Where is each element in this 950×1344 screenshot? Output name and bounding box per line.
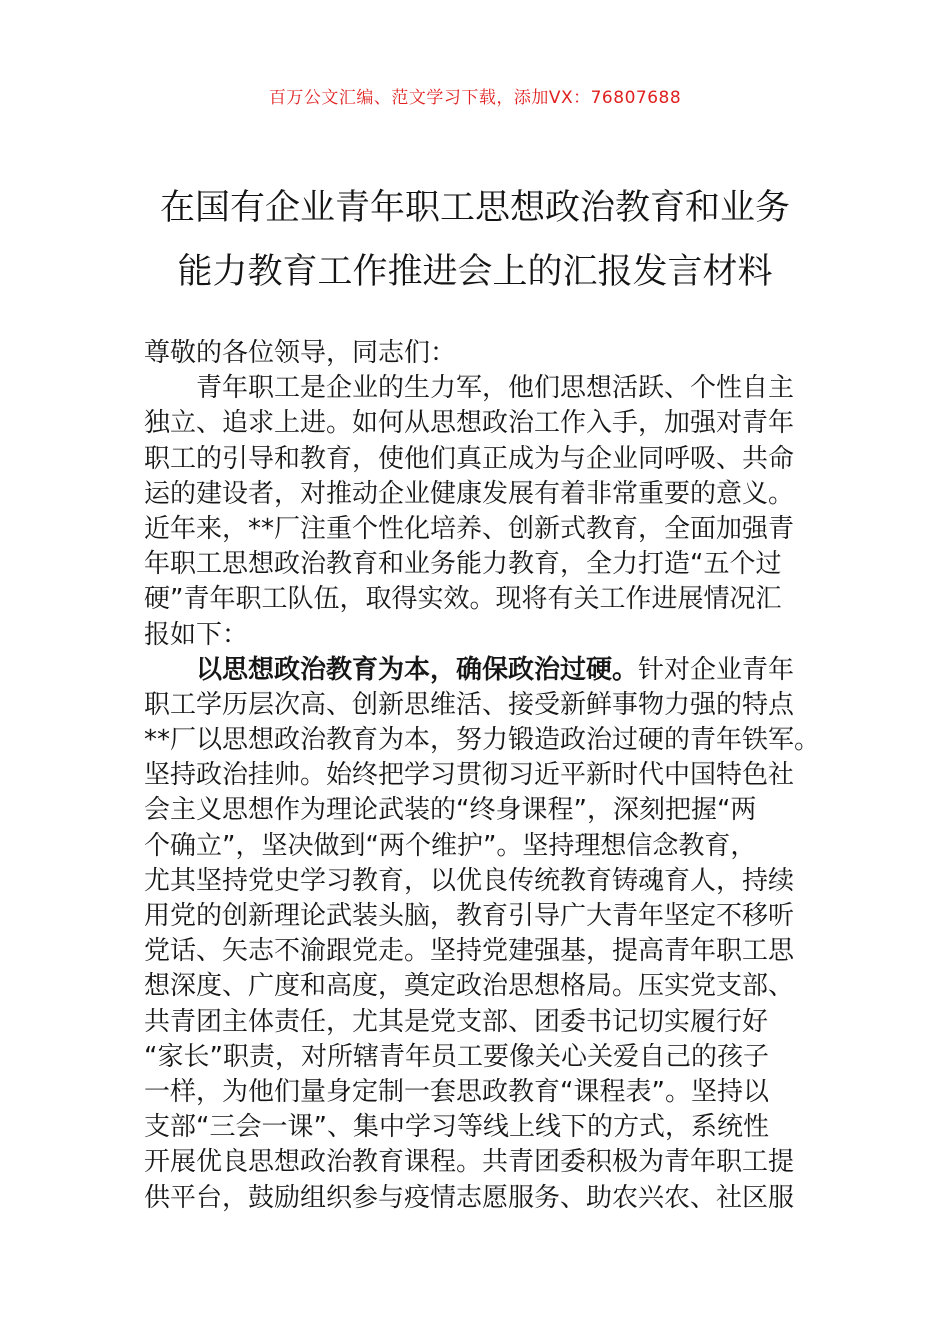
text-line: 独立、追求上进。如何从思想政治工作入手，加强对青年 — [144, 408, 795, 439]
text-line: 硬”青年职工队伍，取得实效。现将有关工作进展情况汇 — [144, 584, 782, 615]
paragraph-political-education — [144, 653, 821, 1216]
title-line-2: 能力教育工作推进会上的汇报发言材料 — [177, 252, 773, 292]
paragraph-intro — [144, 371, 812, 653]
text-line: 想深度、广度和高度，奠定政治思想格局。压实党支部、 — [144, 971, 795, 1002]
text-line: 尤其坚持党史学习教育，以优良传统教育铸魂育人，持续 — [144, 865, 795, 896]
text-line: 党话、矢志不渝跟党走。坚持党建强基，提高青年职工思 — [144, 936, 795, 967]
text-line: 年职工思想政治教育和业务能力教育，全力打造“五个过 — [144, 549, 782, 580]
text-line: 青年职工是企业的生力军，他们思想活跃、个性自主 — [196, 373, 795, 404]
text-line: 职工学历层次高、创新思维活、接受新鲜事物力强的特点 — [144, 689, 795, 720]
text-line: 报如下： — [144, 619, 249, 650]
heading-continuation: 针对企业青年 — [638, 654, 795, 685]
text-line — [144, 653, 812, 688]
text-line: 个确立”，坚决做到“两个维护”。坚持理想信念教育， — [144, 830, 757, 861]
text-line: **厂以思想政治教育为本，努力锻造政治过硬的青年铁军。 — [144, 725, 821, 756]
salutation: 尊敬的各位领导，同志们： — [144, 338, 457, 368]
text-line: 开展优良思想政治教育课程。共青团委积极为青年职工提 — [144, 1147, 795, 1178]
text-line: 供平台，鼓励组织参与疫情志愿服务、助农兴农、社区服 — [144, 1182, 795, 1213]
text-line: 运的建设者，对推动企业健康发展有着非常重要的意义。 — [144, 478, 795, 509]
section-heading: 以思想政治教育为本，确保政治过硬。 — [196, 654, 639, 685]
text-line: 一样，为他们量身定制一套思政教育“课程表”。坚持以 — [144, 1076, 769, 1107]
text-line: 职工的引导和教育，使他们真正成为与企业同呼吸、共命 — [144, 443, 795, 474]
watermark-banner: 百万公文汇编、范文学习下载，添加VX：76807688 — [268, 88, 682, 108]
document-title — [120, 176, 830, 304]
title-line-1: 在国有企业青年职工思想政治教育和业务 — [159, 188, 790, 228]
text-line: 支部“三会一课”、集中学习等线上线下的方式，系统性 — [144, 1112, 769, 1143]
text-line: 用党的创新理论武装头脑，教育引导广大青年坚定不移听 — [144, 901, 795, 931]
document-body — [144, 336, 821, 1216]
text-line: “家长”职责，对所辖青年员工要像关心关爱自己的孩子 — [144, 1041, 769, 1072]
text-line: 近年来，**厂注重个性化培养、创新式教育，全面加强青 — [144, 513, 795, 544]
text-line: 共青团主体责任，尤其是党支部、团委书记切实履行好 — [144, 1006, 769, 1037]
text-line: 会主义思想作为理论武装的“终身课程”，深刻把握“两 — [144, 795, 757, 826]
text-line: 坚持政治挂帅。始终把学习贯彻习近平新时代中国特色社 — [144, 760, 795, 791]
